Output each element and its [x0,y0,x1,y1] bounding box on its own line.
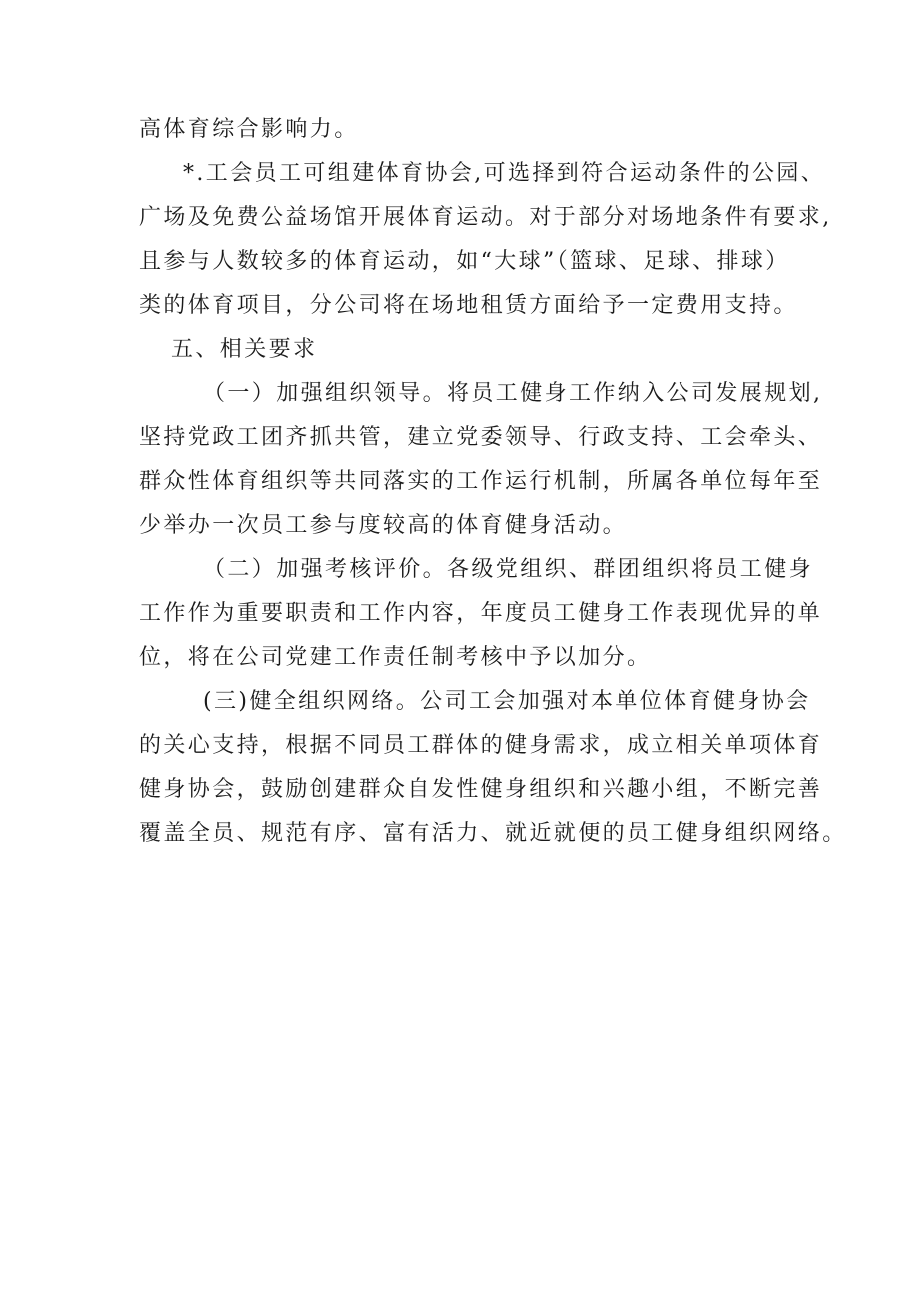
paragraph-line: 且参与人数较多的体育运动，如“大球”（篮球、足球、排球） [139,249,790,274]
paragraph-line: 健身协会，鼓励创建群众自发性健身组织和兴趣小组，不断完善 [139,777,823,802]
paragraph-line: 类的体育项目，分公司将在场地租赁方面给予一定费用支持。 [139,293,798,318]
paragraph-line: 的关心支持，根据不同员工群体的健身需求，成立相关单项体育 [139,733,823,758]
section-heading: 五、相关要求 [171,337,318,362]
paragraph-line: （一）加强组织领导。将员工健身工作纳入公司发展规划, [203,381,823,406]
paragraph-line: 少举办一次员工参与度较高的体育健身活动。 [139,513,628,538]
paragraph-line: 高体育综合影响力。 [139,117,359,142]
document-body [139,108,847,856]
paragraph-line: （二）加强考核评价。各级党组织、群团组织将员工健身 [203,557,814,582]
paragraph-line: 广场及免费公益场馆开展体育运动。对于部分对场地条件有要求, [139,205,832,230]
paragraph-line: 群众性体育组织等共同落实的工作运行机制，所属各单位每年至 [139,469,823,494]
paragraph-line: (三)健全组织网络。公司工会加强对本单位体育健身协会 [203,689,811,714]
paragraph-line: *.工会员工可组建体育协会,可选择到符合运动条件的公园、 [183,161,826,186]
paragraph-line: 位，将在公司党建工作责任制考核中予以加分。 [139,645,652,670]
paragraph-line: 坚持党政工团齐抓共管，建立党委领导、行政支持、工会牵头、 [139,425,823,450]
paragraph-line: 覆盖全员、规范有序、富有活力、就近就便的员工健身组织网络。 [139,821,847,846]
paragraph-line: 工作作为重要职责和工作内容，年度员工健身工作表现优异的单 [139,601,823,626]
